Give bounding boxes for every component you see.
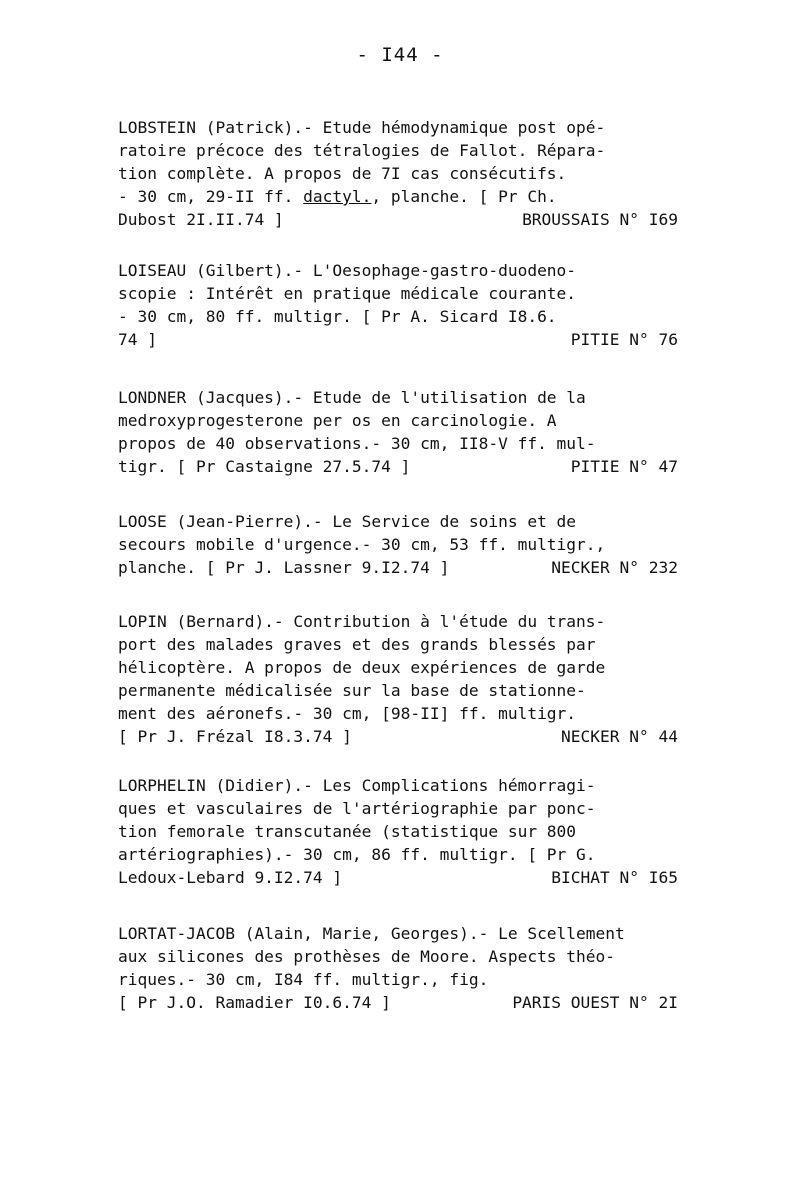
entry-line: LORTAT-JACOB (Alain, Marie, Georges).- Le Scellement [118, 924, 625, 943]
entry-line: ques et vasculaires de l'artériographie par ponc- [118, 799, 596, 818]
entry-line: hélicoptère. A propos de deux expériences de garde [118, 658, 606, 677]
catalog-entry-lopin [118, 610, 678, 748]
entry-jury-date: Dubost 2I.II.74 ] [118, 210, 284, 229]
entry-line: tion complète. A propos de 7I cas consécutifs. [118, 164, 567, 183]
entry-line: secours mobile d'urgence.- 30 cm, 53 ff. multigr., [118, 535, 606, 554]
entry-line: ratoire précoce des tétralogies de Fallot. Répara- [118, 141, 606, 160]
entry-line: aux silicones des prothèses de Moore. Aspects théo- [118, 947, 616, 966]
entry-jury-date: [ Pr J.O. Ramadier I0.6.74 ] [118, 993, 391, 1012]
entry-line: LOPIN (Bernard).- Contribution à l'étude du trans- [118, 612, 606, 631]
entry-jury-date: 74 ] [118, 330, 157, 349]
entry-line: LOOSE (Jean-Pierre).- Le Service de soins et de [118, 512, 577, 531]
entry-footer-line [118, 208, 678, 231]
entry-line: port des malades graves et des grands blessés par [118, 635, 596, 654]
entry-line: riques.- 30 cm, I84 ff. multigr., fig. [118, 970, 489, 989]
entry-line: artériographies).- 30 cm, 86 ff. multigr. [ Pr G. [118, 845, 596, 864]
entry-line: LOBSTEIN (Patrick).- Etude hémodynamique post opé- [118, 118, 606, 137]
entry-line: - 30 cm, 80 ff. multigr. [ Pr A. Sicard I8.6. [118, 307, 557, 326]
entry-faculty-number: PITIE N° 47 [570, 457, 678, 476]
entry-jury-date: planche. [ Pr J. Lassner 9.I2.74 ] [118, 558, 450, 577]
entry-faculty-number: NECKER N° 44 [561, 727, 678, 746]
entry-line: LOISEAU (Gilbert).- L'Oesophage-gastro-duodeno- [118, 261, 577, 280]
entry-line: ment des aéronefs.- 30 cm, [98-II] ff. multigr. [118, 704, 577, 723]
entry-line: tion femorale transcutanée (statistique sur 800 [118, 822, 577, 841]
entry-line: permanente médicalisée sur la base de stationne- [118, 681, 586, 700]
entry-footer-line [118, 556, 678, 579]
entry-footer-line [118, 991, 678, 1014]
entry-line: medroxyprogesterone per os en carcinologie. A [118, 411, 557, 430]
entry-jury-date: [ Pr J. Frézal I8.3.74 ] [118, 727, 352, 746]
catalog-entry-lortat-jacob [118, 922, 678, 1014]
entry-jury-date: tigr. [ Pr Castaigne 27.5.74 ] [118, 457, 411, 476]
catalog-entry-lorphelin [118, 774, 678, 889]
catalog-entry-lobstein [118, 116, 678, 231]
entry-line: - 30 cm, 29-II ff. dactyl., planche. [ Pr Ch. [118, 187, 557, 206]
entry-footer-line [118, 725, 678, 748]
entry-footer-line [118, 328, 678, 351]
entry-line: scopie : Intérêt en pratique médicale courante. [118, 284, 577, 303]
entry-faculty-number: BICHAT N° I65 [551, 868, 678, 887]
entry-line: LORPHELIN (Didier).- Les Complications hémorragi- [118, 776, 596, 795]
entry-jury-date: Ledoux-Lebard 9.I2.74 ] [118, 868, 343, 887]
entry-footer-line [118, 866, 678, 889]
entry-faculty-number: PARIS OUEST N° 2I [512, 993, 678, 1012]
underlined-word: dactyl. [303, 187, 372, 206]
catalog-entry-loose [118, 510, 678, 579]
entry-faculty-number: PITIE N° 76 [570, 330, 678, 349]
catalog-entry-loiseau [118, 259, 678, 351]
entry-line: LONDNER (Jacques).- Etude de l'utilisation de la [118, 388, 586, 407]
entry-faculty-number: BROUSSAIS N° I69 [522, 210, 678, 229]
entry-line: propos de 40 observations.- 30 cm, II8-V ff. mul- [118, 434, 596, 453]
entry-footer-line [118, 455, 678, 478]
entry-faculty-number: NECKER N° 232 [551, 558, 678, 577]
page-number: - I44 - [356, 44, 444, 66]
catalog-entry-londner [118, 386, 678, 478]
